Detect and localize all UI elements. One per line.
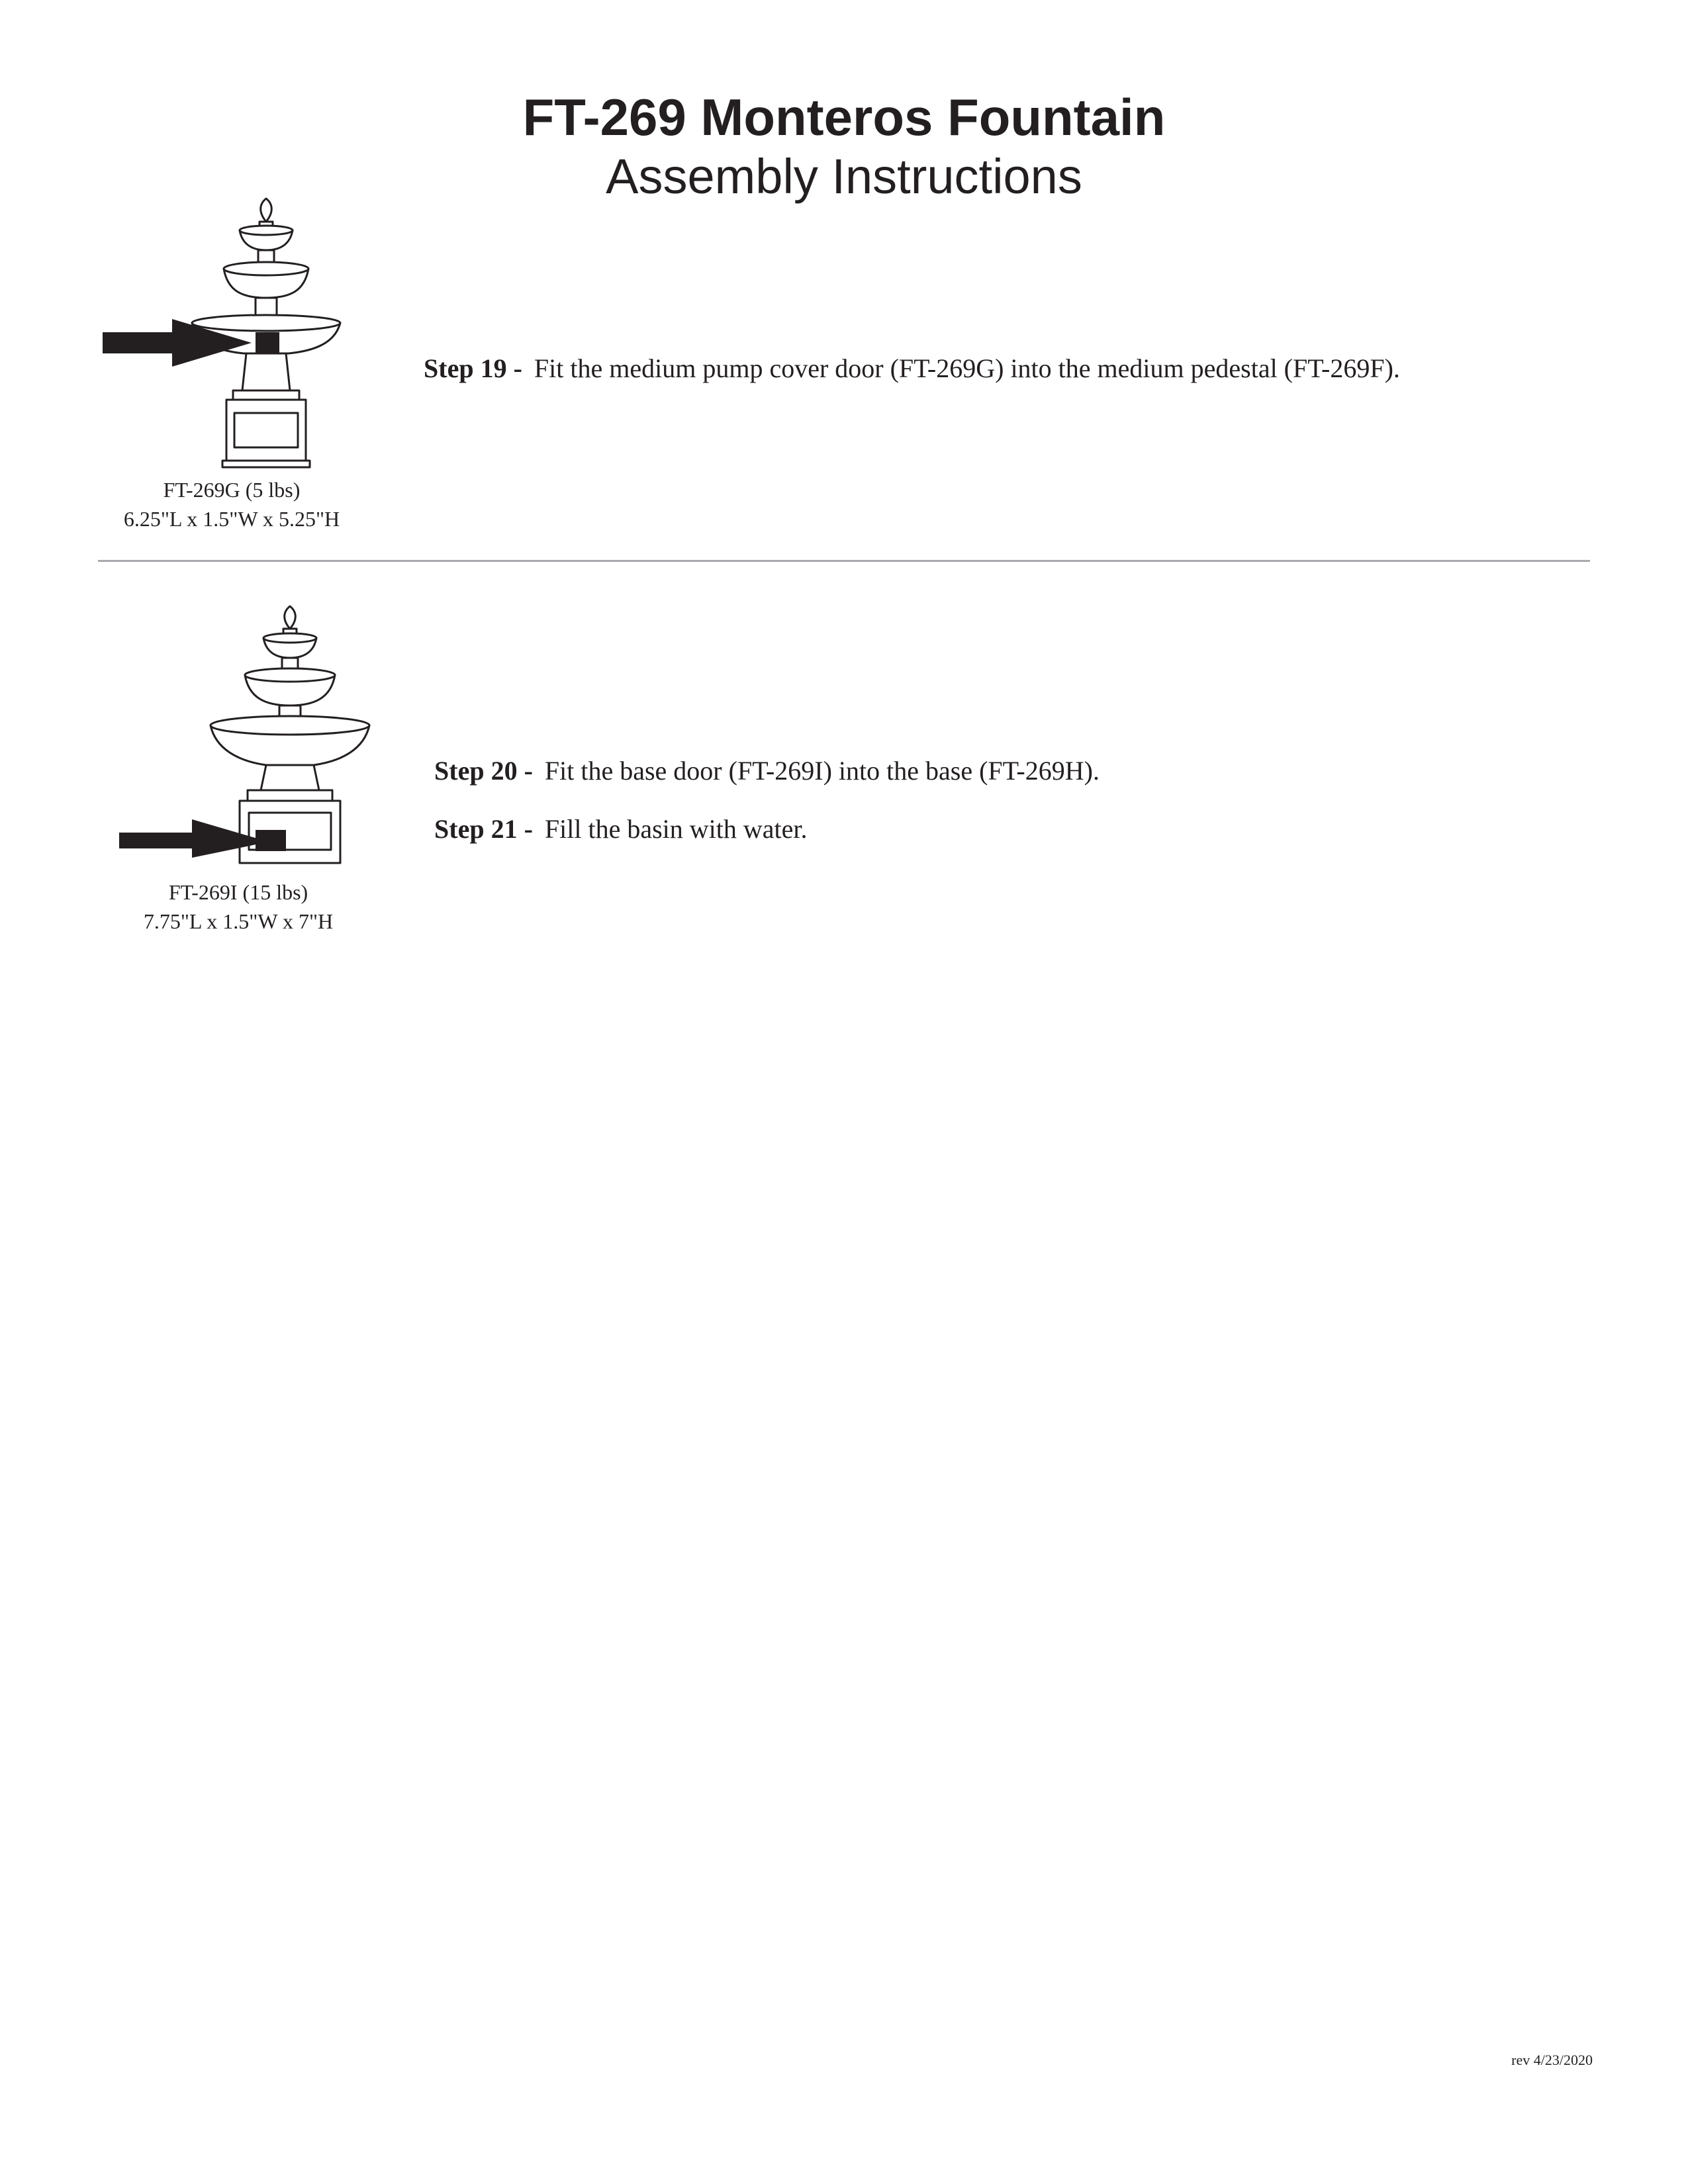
fountain-illustration [113,602,377,867]
document-title: FT-269 Monteros Fountain [522,88,1166,146]
part-caption-ft269i [106,878,371,936]
step-21 [434,813,808,846]
part-caption-ft269g [93,475,371,533]
fountain-figure-step20 [113,602,377,867]
step-text: Fill the basin with water. [544,814,808,844]
part-name-weight: FT-269G (5 lbs) [163,478,301,502]
step-label: Step 21 - [434,814,533,844]
fountain-figure-step19 [93,192,371,470]
fountain-illustration [93,192,371,470]
step-label: Step 19 - [424,353,522,383]
step-text: Fit the medium pump cover door (FT-269G) into the medium pedestal (FT-269F). [534,353,1400,383]
step-label: Step 20 - [434,756,533,786]
part-dimensions: 6.25"L x 1.5"W x 5.25"H [123,507,340,531]
section-divider [98,560,1590,562]
part-dimensions: 7.75"L x 1.5"W x 7"H [143,909,334,933]
step-19 [424,352,1400,385]
step-20 [434,754,1100,788]
pump-cover-door-highlight [256,332,279,353]
revision-date: rev 4/23/2020 [1511,2052,1593,2068]
document-subtitle: Assembly Instructions [606,149,1082,204]
part-name-weight: FT-269I (15 lbs) [168,880,308,904]
step-text: Fit the base door (FT-269I) into the base (FT-269H). [544,756,1100,786]
